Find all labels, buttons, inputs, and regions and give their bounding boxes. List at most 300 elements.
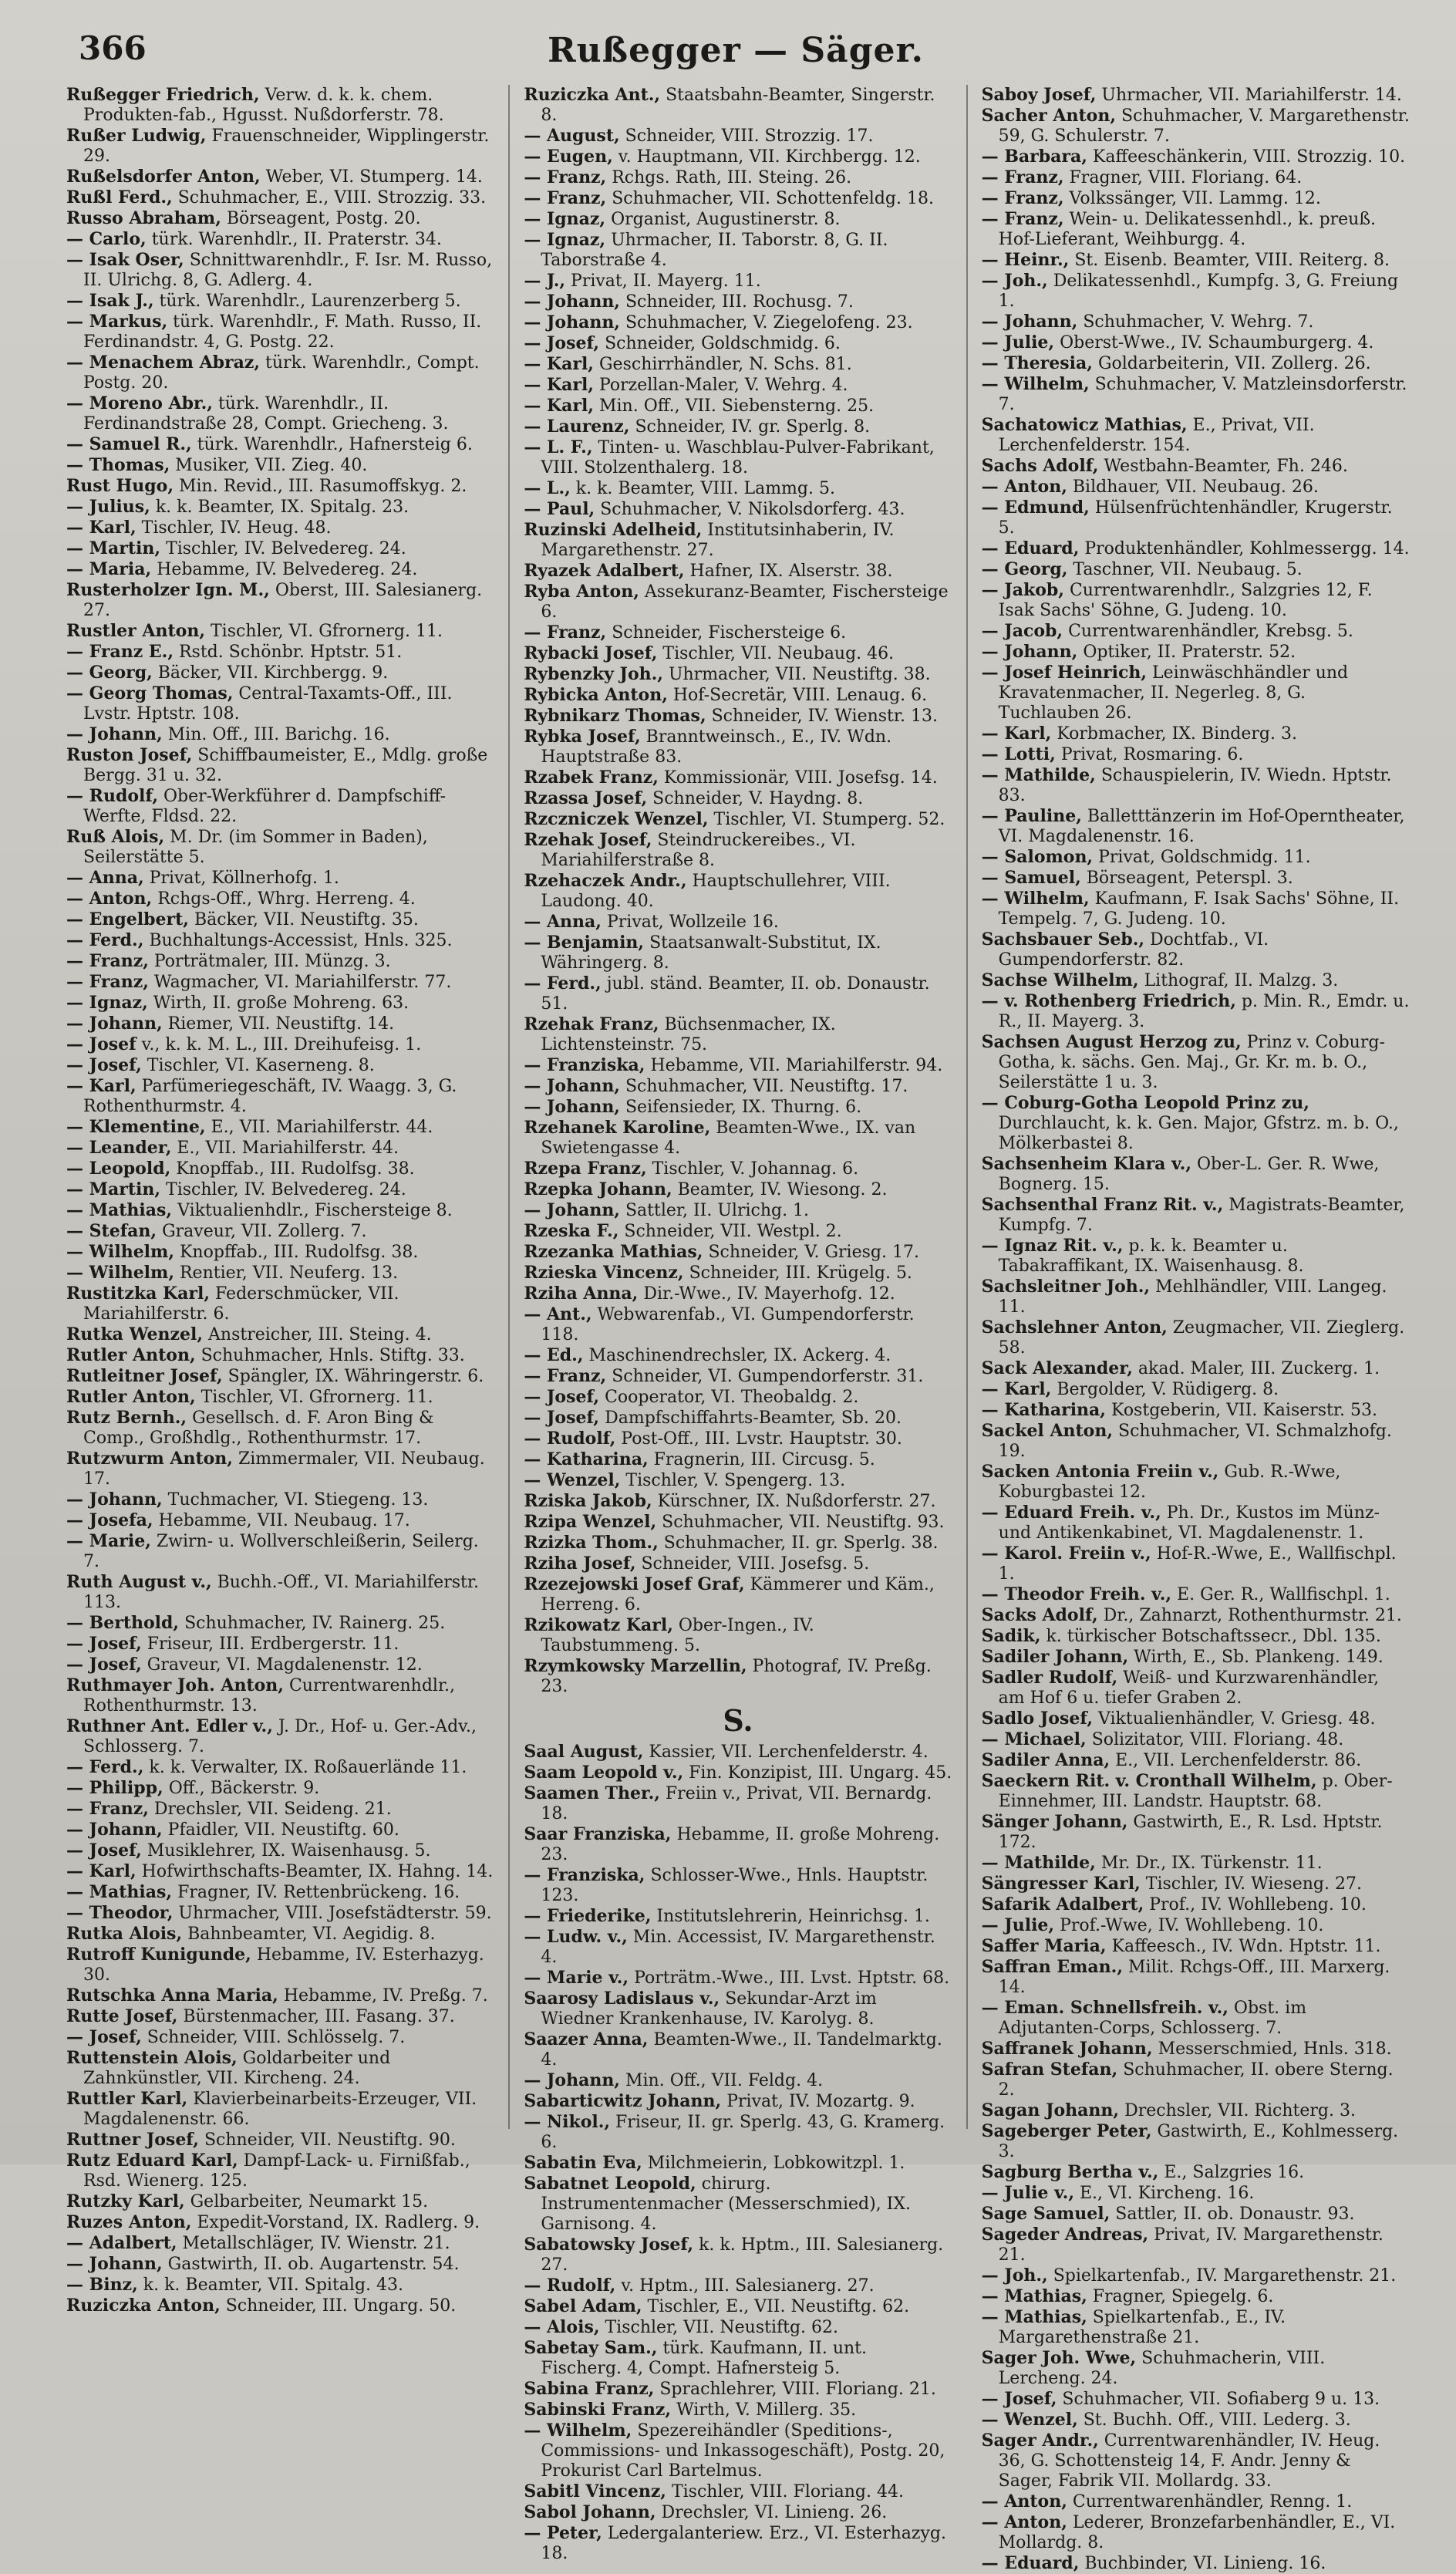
entry-name: — Johann, bbox=[524, 312, 620, 332]
entry-details: k. k. Beamter, VII. Spitalg. 43. bbox=[143, 2275, 404, 2295]
entry-details: Tischler, IV. Belvedereg. 24. bbox=[166, 539, 406, 558]
entry-name: — Franz, bbox=[981, 188, 1064, 208]
entry-name: Rust Hugo, bbox=[66, 476, 174, 496]
directory-entry bbox=[982, 353, 1410, 374]
directory-entry bbox=[524, 1159, 952, 1179]
entry-name: Saffran Eman., bbox=[981, 1957, 1123, 1977]
entry-name: Rybenzky Joh., bbox=[524, 664, 663, 684]
entry-details: Gelbarbeiter, Neumarkt 15. bbox=[190, 2192, 429, 2211]
entry-details: türk. Kaufmann, II. unt. Fischerg. 4, Compt. Hafnersteig 5. bbox=[541, 2339, 868, 2378]
directory-entry bbox=[66, 559, 494, 580]
directory-entry bbox=[982, 1317, 1410, 1358]
directory-entry bbox=[524, 1345, 952, 1366]
directory-entry bbox=[66, 2151, 494, 2191]
directory-entry bbox=[66, 393, 494, 434]
entry-name: — Julie, bbox=[981, 332, 1055, 353]
entry-name: Saarosy Ladislaus v., bbox=[524, 1989, 720, 2009]
directory-entry bbox=[66, 2089, 494, 2130]
directory-entry bbox=[982, 1236, 1410, 1277]
directory-entry bbox=[66, 1200, 494, 1221]
entry-details: Uhrmacher, VII. Neustiftg. 38. bbox=[668, 665, 931, 684]
entry-details: Schuhmacherin, VIII. Lercheng. 24. bbox=[998, 2349, 1326, 2388]
entry-details: Hebamme, II. große Mohreng. 23. bbox=[541, 1825, 940, 1864]
entry-name: — Anton, bbox=[981, 2512, 1067, 2532]
entry-name: — Franz, bbox=[66, 1799, 149, 1819]
entry-name: — Johann, bbox=[66, 1489, 163, 1510]
entry-name: — Karl, bbox=[524, 396, 594, 416]
directory-entry bbox=[524, 1865, 952, 1906]
directory-entry bbox=[982, 642, 1410, 663]
directory-entry bbox=[524, 2235, 952, 2275]
entry-name: Rybicka Anton, bbox=[524, 685, 668, 705]
entry-details: Privat, II. Mayerg. 11. bbox=[571, 272, 761, 291]
directory-entry bbox=[982, 1626, 1410, 1647]
directory-entry bbox=[982, 1154, 1410, 1195]
entry-name: — August, bbox=[524, 126, 620, 146]
entry-details: Tischler, VI. Kaserneng. 8. bbox=[147, 1056, 375, 1075]
entry-name: — Menachem Abraz, bbox=[66, 353, 261, 373]
entry-details: Graveur, VII. Zollerg. 7. bbox=[162, 1222, 367, 1241]
entry-details: Tischler, VII. Neustiftg. 62. bbox=[605, 2318, 839, 2337]
entry-details: Min. Off., VII. Feldg. 4. bbox=[625, 2071, 824, 2090]
entry-details: Min. Off., III. Barichg. 16. bbox=[167, 725, 390, 744]
entry-name: Sachsenthal Franz Rit. v., bbox=[981, 1195, 1224, 1215]
directory-entry bbox=[66, 1138, 494, 1159]
directory-entry bbox=[66, 1985, 494, 2006]
directory-entry bbox=[66, 2254, 494, 2275]
entry-name: Rutzky Karl, bbox=[66, 2191, 185, 2211]
entry-details: Zwirn- u. Wollverschleißerin, Seilerg. 7. bbox=[83, 1532, 479, 1571]
directory-entry bbox=[66, 724, 494, 745]
directory-entry bbox=[982, 1936, 1410, 1957]
directory-entry bbox=[524, 767, 952, 788]
entry-name: — Josef, bbox=[524, 1408, 600, 1428]
entry-name: Sabatin Eva, bbox=[524, 2153, 642, 2173]
entry-details: Maschinendrechsler, IX. Ackerg. 4. bbox=[588, 1346, 891, 1365]
entry-details: Kassier, VII. Lerchenfelderstr. 4. bbox=[649, 1742, 929, 1762]
directory-entry bbox=[982, 2121, 1410, 2162]
entry-details: Volkssänger, VII. Lammg. 12. bbox=[1069, 189, 1321, 208]
directory-entry bbox=[982, 2039, 1410, 2060]
entry-name: Ryazek Adalbert, bbox=[524, 561, 685, 581]
entry-name: — Josef Heinrich, bbox=[981, 663, 1148, 683]
entry-name: — Laurenz, bbox=[524, 417, 630, 437]
entry-name: — Michael, bbox=[981, 1729, 1087, 1749]
entry-details: Sattler, II. ob. Donaustr. 93. bbox=[1115, 2205, 1355, 2224]
entry-details: k. k. Beamter, VIII. Lammg. 5. bbox=[575, 479, 835, 498]
entry-name: — Stefan, bbox=[66, 1221, 157, 1241]
directory-entry bbox=[982, 2204, 1410, 2225]
entry-name: — Isak Oser, bbox=[66, 250, 184, 270]
directory-entry bbox=[524, 1783, 952, 1824]
entry-name: Sachatowicz Mathias, bbox=[981, 415, 1188, 435]
directory-entry bbox=[66, 1242, 494, 1263]
entry-details: Schuhmacher, IV. Rainerg. 25. bbox=[184, 1614, 446, 1633]
entry-details: Drechsler, VII. Seideng. 21. bbox=[153, 1800, 392, 1819]
entry-details: Federschmücker, VII. Mariahilferstr. 6. bbox=[83, 1284, 399, 1324]
entry-details: Kaffeeschänkerin, VIII. Strozzig. 10. bbox=[1092, 147, 1406, 167]
entry-details: Tischler, IV. Belvedereg. 24. bbox=[166, 1180, 406, 1199]
entry-name: — Mathias, bbox=[981, 2307, 1087, 2327]
entry-name: Ruttner Josef, bbox=[66, 2130, 199, 2150]
directory-entry bbox=[524, 2400, 952, 2421]
entry-details: türk. Warenhdlr., II. Praterstr. 34. bbox=[151, 230, 442, 249]
running-title: Rußegger — Säger. bbox=[548, 31, 924, 70]
directory-entry bbox=[982, 1668, 1410, 1709]
entry-name: Sachse Wilhelm, bbox=[981, 970, 1139, 990]
directory-entry bbox=[66, 2027, 494, 2048]
entry-details: Privat, IV. Margarethenstr. 21. bbox=[998, 2225, 1384, 2265]
directory-entry bbox=[524, 520, 952, 561]
directory-entry bbox=[66, 1159, 494, 1179]
directory-entry bbox=[982, 765, 1410, 806]
directory-entry bbox=[524, 126, 952, 147]
entry-details: Buchhaltungs-Accessist, Hnls. 325. bbox=[149, 931, 453, 950]
entry-name: Ryba Anton, bbox=[524, 582, 639, 602]
directory-entry bbox=[66, 993, 494, 1014]
directory-entry bbox=[982, 1093, 1410, 1154]
directory-entry bbox=[524, 1366, 952, 1387]
entry-name: Rutka Wenzel, bbox=[66, 1324, 204, 1344]
entry-name: Rusterholzer Ign. M., bbox=[66, 580, 270, 600]
entry-details: Staatsbahn-Beamter, Singerstr. 8. bbox=[541, 86, 935, 125]
entry-name: — Johann, bbox=[524, 292, 620, 312]
entry-details: Kaufmann, F. Isak Sachs' Söhne, II. Tempelg. 7, G. Judeng. 10. bbox=[998, 889, 1400, 929]
entry-details: Lithograf, II. Malzg. 3. bbox=[1144, 971, 1339, 990]
directory-entry bbox=[524, 1429, 952, 1449]
entry-name: — Wenzel, bbox=[981, 2410, 1078, 2430]
entry-name: — Klementine, bbox=[66, 1117, 206, 1137]
directory-entry bbox=[524, 85, 952, 126]
entry-details: Musiker, VII. Zieg. 40. bbox=[175, 456, 368, 475]
directory-entry bbox=[524, 1533, 952, 1554]
directory-entry bbox=[66, 2006, 494, 2027]
directory-entry bbox=[982, 1032, 1410, 1093]
directory-entry bbox=[66, 1572, 494, 1613]
entry-name: — Wilhelm, bbox=[66, 1263, 174, 1283]
directory-entry bbox=[524, 1055, 952, 1076]
entry-details: p. Ober-Einnehmer, III. Landstr. Hauptstr. 68. bbox=[998, 1772, 1393, 1811]
entry-details: Porzellan-Maler, V. Wehrg. 4. bbox=[598, 376, 848, 395]
entry-details: Tischler, VI. Stumperg. 52. bbox=[713, 810, 945, 829]
entry-name: Rzabek Franz, bbox=[524, 767, 659, 788]
entry-details: Viktualienhändler, V. Griesg. 48. bbox=[1097, 1709, 1376, 1729]
directory-entry bbox=[982, 1400, 1410, 1421]
entry-name: — Josef, bbox=[66, 1055, 142, 1075]
directory-entry bbox=[524, 1968, 952, 1989]
entry-details: Kommissionär, VIII. Josefsg. 14. bbox=[663, 768, 938, 788]
directory-entry bbox=[982, 724, 1410, 744]
directory-entry bbox=[524, 230, 952, 271]
entry-name: — Franz, bbox=[66, 972, 149, 992]
directory-entry bbox=[982, 188, 1410, 209]
entry-details: Gesellsch. d. F. Aron Bing & Comp., Großhdlg., Rothenthurmstr. 17. bbox=[83, 1408, 434, 1448]
entry-name: Sabitl Vincenz, bbox=[524, 2481, 666, 2501]
directory-entry bbox=[982, 1503, 1410, 1543]
entry-details: türk. Warenhdlr., II. Ferdinandstraße 28, Compt. Griecheng. 3. bbox=[83, 394, 449, 433]
entry-details: Rstd. Schönbr. Hptstr. 51. bbox=[178, 643, 403, 662]
entry-details: Goldarbeiterin, VII. Zollerg. 26. bbox=[1097, 354, 1371, 373]
directory-entry bbox=[982, 1584, 1410, 1605]
entry-name: — Josef, bbox=[66, 2027, 142, 2047]
directory-entry bbox=[524, 2481, 952, 2502]
directory-entry bbox=[66, 2212, 494, 2233]
directory-entry bbox=[524, 1014, 952, 1055]
entry-details: Uhrmacher, II. Taborstr. 8, G. II. Taborstraße 4. bbox=[541, 231, 888, 270]
directory-entry bbox=[66, 1882, 494, 1903]
entry-details: Min. Revid., III. Rasumoffskyg. 2. bbox=[178, 477, 467, 496]
entry-details: M. Dr. (im Sommer in Baden), Seilerstätte 5. bbox=[83, 828, 428, 867]
entry-details: J. Dr., Hof- u. Ger.-Adv., Schlosserg. 7. bbox=[83, 1717, 477, 1756]
directory-entry bbox=[982, 2389, 1410, 2410]
entry-details: Freiin v., Privat, VII. Bernardg. 18. bbox=[541, 1784, 932, 1823]
entry-details: Prof., IV. Wohllebeng. 10. bbox=[1149, 1895, 1367, 1914]
entry-name: — Ignaz, bbox=[524, 209, 606, 229]
entry-name: — Karl, bbox=[524, 354, 594, 374]
entry-details: Rchgs-Off., Whrg. Herreng. 4. bbox=[157, 889, 416, 909]
directory-entry bbox=[66, 1345, 494, 1366]
directory-entry bbox=[524, 2317, 952, 2338]
entry-name: — Josef, bbox=[66, 1634, 142, 1654]
directory-entry bbox=[66, 1510, 494, 1531]
entry-details: Schneider, V. Griesg. 17. bbox=[708, 1243, 919, 1262]
directory-entry bbox=[66, 2296, 494, 2316]
entry-name: Sachsenheim Klara v., bbox=[981, 1154, 1191, 1174]
directory-entry bbox=[66, 909, 494, 930]
entry-name: Sabol Johann, bbox=[524, 2502, 656, 2522]
directory-entry bbox=[524, 1221, 952, 1242]
entry-name: Rzehak Josef, bbox=[524, 830, 652, 850]
entry-details: E., Privat, VII. Lerchenfelderstr. 154. bbox=[998, 416, 1315, 455]
entry-name: — Eugen, bbox=[524, 147, 613, 167]
directory-entry bbox=[982, 1543, 1410, 1584]
directory-entry bbox=[982, 1462, 1410, 1503]
entry-name: — Wilhelm, bbox=[981, 374, 1090, 394]
entry-details: Assekuranz-Beamter, Fischersteige 6. bbox=[541, 582, 949, 622]
entry-details: Tischler, V. Johannag. 6. bbox=[652, 1159, 859, 1179]
entry-name: Rutte Josef, bbox=[66, 2006, 178, 2026]
directory-entry bbox=[982, 1379, 1410, 1400]
entry-details: E., VII. Mariahilferstr. 44. bbox=[211, 1118, 433, 1137]
entry-name: — Franziska, bbox=[524, 1865, 645, 1885]
directory-entry bbox=[66, 353, 494, 393]
entry-name: Ruthmayer Joh. Anton, bbox=[66, 1675, 284, 1695]
entry-name: Saar Franziska, bbox=[524, 1824, 672, 1844]
entry-details: Metallschläger, IV. Wienstr. 21. bbox=[182, 2234, 450, 2253]
directory-entry bbox=[982, 663, 1410, 724]
directory-entry bbox=[66, 538, 494, 559]
entry-name: — Martin, bbox=[66, 538, 161, 558]
entry-details: Korbmacher, IX. Binderg. 3. bbox=[1057, 724, 1297, 744]
directory-entry bbox=[66, 1757, 494, 1778]
entry-name: — Theodor Freih. v., bbox=[981, 1584, 1172, 1604]
entry-name: Sadiler Anna, bbox=[981, 1750, 1111, 1770]
directory-entry bbox=[66, 1945, 494, 1985]
entry-details: Parfümeriegeschäft, IV. Waagg. 3, G. Rothenthurmstr. 4. bbox=[83, 1077, 457, 1116]
entry-details: Balletttänzerin im Hof-Operntheater, VI. Magdalenenstr. 16. bbox=[998, 807, 1405, 846]
entry-details: Drechsler, VII. Richterg. 3. bbox=[1124, 2101, 1356, 2120]
entry-details: türk. Warenhdlr., Hafnersteig 6. bbox=[197, 435, 473, 454]
directory-entry bbox=[982, 147, 1410, 167]
directory-entry bbox=[524, 1742, 952, 1763]
directory-entry bbox=[66, 1799, 494, 1820]
entry-name: — Anton, bbox=[981, 477, 1067, 497]
entry-name: — Franz, bbox=[524, 167, 607, 187]
entry-name: — Johann, bbox=[524, 1097, 620, 1117]
directory-entry bbox=[982, 1709, 1410, 1729]
entry-details: Messerschmied, Hnls. 318. bbox=[1158, 2039, 1392, 2059]
entry-name: — Georg, bbox=[981, 559, 1068, 579]
directory-entry bbox=[66, 621, 494, 642]
entry-details: Schneider, VII. Westpl. 2. bbox=[624, 1222, 842, 1241]
entry-details: Kaffeesch., IV. Wdn. Hptstr. 11. bbox=[1111, 1937, 1381, 1956]
directory-entry bbox=[66, 1675, 494, 1716]
entry-name: — Leopold, bbox=[66, 1159, 171, 1179]
entry-details: Kostgeberin, VII. Kaiserstr. 53. bbox=[1111, 1401, 1377, 1420]
directory-entry bbox=[982, 2307, 1410, 2348]
directory-entry bbox=[66, 291, 494, 312]
directory-entry bbox=[66, 2191, 494, 2212]
entry-name: Saamen Ther., bbox=[524, 1783, 660, 1803]
entry-name: Saboy Josef, bbox=[981, 85, 1097, 105]
entry-details: Schuhmacher, VII. Neustiftg. 93. bbox=[662, 1513, 945, 1532]
entry-name: — Peter, bbox=[524, 2523, 602, 2543]
entry-name: Ruziczka Ant., bbox=[524, 85, 661, 105]
entry-name: Rzassa Josef, bbox=[524, 788, 648, 808]
directory-entry bbox=[524, 312, 952, 333]
entry-details: Viktualienhdlr., Fischersteige 8. bbox=[177, 1201, 453, 1220]
directory-entry bbox=[66, 1076, 494, 1117]
entry-details: Schuhmacher, V. Ziegelofeng. 23. bbox=[625, 313, 913, 332]
entry-name: Rutler Anton, bbox=[66, 1345, 196, 1365]
entry-name: — Johann, bbox=[66, 2254, 163, 2274]
directory-entry bbox=[66, 1221, 494, 1242]
entry-name: Rziha Anna, bbox=[524, 1284, 639, 1304]
entry-details: Fragner, VIII. Floriang. 64. bbox=[1069, 168, 1303, 187]
entry-details: Frauenschneider, Wipplingerstr. 29. bbox=[83, 127, 490, 166]
entry-name: Sager Joh. Wwe, bbox=[981, 2348, 1137, 2368]
entry-details: Schneider, III. Rochusg. 7. bbox=[625, 292, 854, 312]
directory-entry bbox=[524, 478, 952, 499]
directory-entry bbox=[982, 2553, 1410, 2574]
entry-details: Tischler, IV. Heug. 48. bbox=[141, 518, 332, 538]
entry-name: — Joh., bbox=[981, 2265, 1048, 2286]
entry-name: Rußelsdorfer Anton, bbox=[66, 167, 261, 187]
directory-entry bbox=[524, 2275, 952, 2296]
directory-entry bbox=[524, 1824, 952, 1865]
entry-name: — Karl, bbox=[524, 375, 594, 395]
entry-details: Delikatessenhdl., Kumpfg. 3, G. Freiung 1. bbox=[998, 272, 1399, 311]
entry-name: Rzehak Franz, bbox=[524, 1014, 659, 1034]
entry-details: Fragner, Spiegelg. 6. bbox=[1092, 2287, 1274, 2306]
directory-entry bbox=[982, 559, 1410, 580]
directory-entry bbox=[982, 929, 1410, 970]
entry-details: Schauspielerin, IV. Wiedn. Hptstr. 83. bbox=[998, 766, 1392, 805]
entry-name: Saeckern Rit. v. Cronthall Wilhelm, bbox=[981, 1771, 1317, 1791]
entry-name: — Isak J., bbox=[66, 291, 154, 311]
entry-name: Rutroff Kunigunde, bbox=[66, 1945, 251, 1965]
entry-details: Ober-L. Ger. R. Wwe, Bognerg. 15. bbox=[998, 1155, 1380, 1194]
entry-name: — Theresia, bbox=[981, 353, 1093, 373]
directory-entry bbox=[982, 1729, 1410, 1750]
entry-details: Schneider, Fischersteige 6. bbox=[612, 623, 847, 643]
directory-entry bbox=[66, 518, 494, 538]
entry-details: k. k. Verwalter, IX. Roßauerlände 11. bbox=[149, 1758, 467, 1777]
directory-entry bbox=[524, 2112, 952, 2153]
entry-name: — Karl, bbox=[66, 1076, 136, 1096]
directory-entry bbox=[982, 456, 1410, 477]
entry-name: Ruthner Ant. Edler v., bbox=[66, 1716, 273, 1736]
directory-entry bbox=[982, 1894, 1410, 1915]
entry-details: akad. Maler, III. Zuckerg. 1. bbox=[1138, 1359, 1380, 1378]
entry-details: Schneider, VIII. Schlösselg. 7. bbox=[147, 2028, 406, 2047]
directory-entry bbox=[66, 1634, 494, 1655]
entry-name: — Johann, bbox=[524, 2070, 620, 2090]
entry-name: Sadlo Josef, bbox=[981, 1709, 1093, 1729]
directory-entry bbox=[982, 2265, 1410, 2286]
entry-name: Rzepa Franz, bbox=[524, 1159, 647, 1179]
directory-entry bbox=[982, 1358, 1410, 1379]
directory-entry bbox=[524, 1118, 952, 1159]
entry-details: Zimmermaler, VII. Neubaug. 17. bbox=[83, 1449, 485, 1489]
entry-details: Spängler, IX. Währingerstr. 6. bbox=[228, 1367, 484, 1386]
directory-entry bbox=[524, 1656, 952, 1697]
directory-entry bbox=[524, 1491, 952, 1512]
entry-name: — Barbara, bbox=[981, 147, 1087, 167]
directory-entry bbox=[982, 2162, 1410, 2183]
entry-details: Gastwirth, E., R. Lsd. Hptstr. 172. bbox=[998, 1813, 1383, 1852]
entry-name: — Salomon, bbox=[981, 847, 1094, 867]
directory-entry bbox=[524, 2421, 952, 2481]
entry-details: Schneider, VII. Neustiftg. 90. bbox=[204, 2130, 456, 2150]
directory-entry bbox=[524, 1906, 952, 1927]
entry-name: Rzehanek Karoline, bbox=[524, 1118, 711, 1138]
entry-details: Schneider, III. Krügelg. 5. bbox=[689, 1263, 912, 1283]
directory-entry bbox=[982, 415, 1410, 456]
directory-entry bbox=[524, 664, 952, 685]
entry-name: — Johann, bbox=[66, 724, 163, 744]
directory-entry bbox=[66, 868, 494, 889]
entry-details: Schuhmacher, VII. Sofiaberg 9 u. 13. bbox=[1062, 2390, 1380, 2409]
entry-name: — Anton, bbox=[66, 889, 153, 909]
entry-name: Rußl Ferd., bbox=[66, 187, 173, 207]
entry-details: Currentwarenhändler, Krebsg. 5. bbox=[1068, 622, 1353, 641]
entry-details: Porträtmaler, III. Münzg. 3. bbox=[153, 952, 391, 971]
directory-entry bbox=[982, 621, 1410, 642]
entry-name: Rutz Bernh., bbox=[66, 1408, 187, 1428]
entry-name: Rutschka Anna Maria, bbox=[66, 1985, 278, 2006]
entry-name: Sabatnet Leopold, bbox=[524, 2174, 696, 2194]
entry-details: Klavierbeinarbeits-Erzeuger, VII. Magdalenenstr. 66. bbox=[83, 2090, 477, 2129]
entry-details: Gastwirth, E., Kohlmesserg. 3. bbox=[998, 2122, 1399, 2161]
directory-entry bbox=[524, 1097, 952, 1118]
directory-entry bbox=[66, 2130, 494, 2151]
entry-details: Kürschner, IX. Nußdorferstr. 27. bbox=[657, 1492, 936, 1511]
entry-name: Rustler Anton, bbox=[66, 621, 205, 641]
entry-details: Uhrmacher, VIII. Josefstädterstr. 59. bbox=[178, 1904, 492, 1923]
directory-entry bbox=[524, 1242, 952, 1263]
directory-entry bbox=[982, 250, 1410, 271]
directory-entry bbox=[66, 642, 494, 663]
entry-name: Sabarticwitz Johann, bbox=[524, 2091, 722, 2111]
entry-name: — Franz E., bbox=[66, 642, 174, 662]
entry-details: Fin. Konzipist, III. Ungarg. 45. bbox=[689, 1763, 952, 1783]
entry-details: Hofwirthschafts-Beamter, IX. Hahng. 14. bbox=[141, 1862, 494, 1881]
entry-name: Rußegger Friedrich, bbox=[66, 85, 260, 105]
directory-entry bbox=[524, 188, 952, 209]
entry-details: Hebamme, IV. Preßg. 7. bbox=[283, 1986, 488, 2006]
directory-entry bbox=[524, 1449, 952, 1470]
